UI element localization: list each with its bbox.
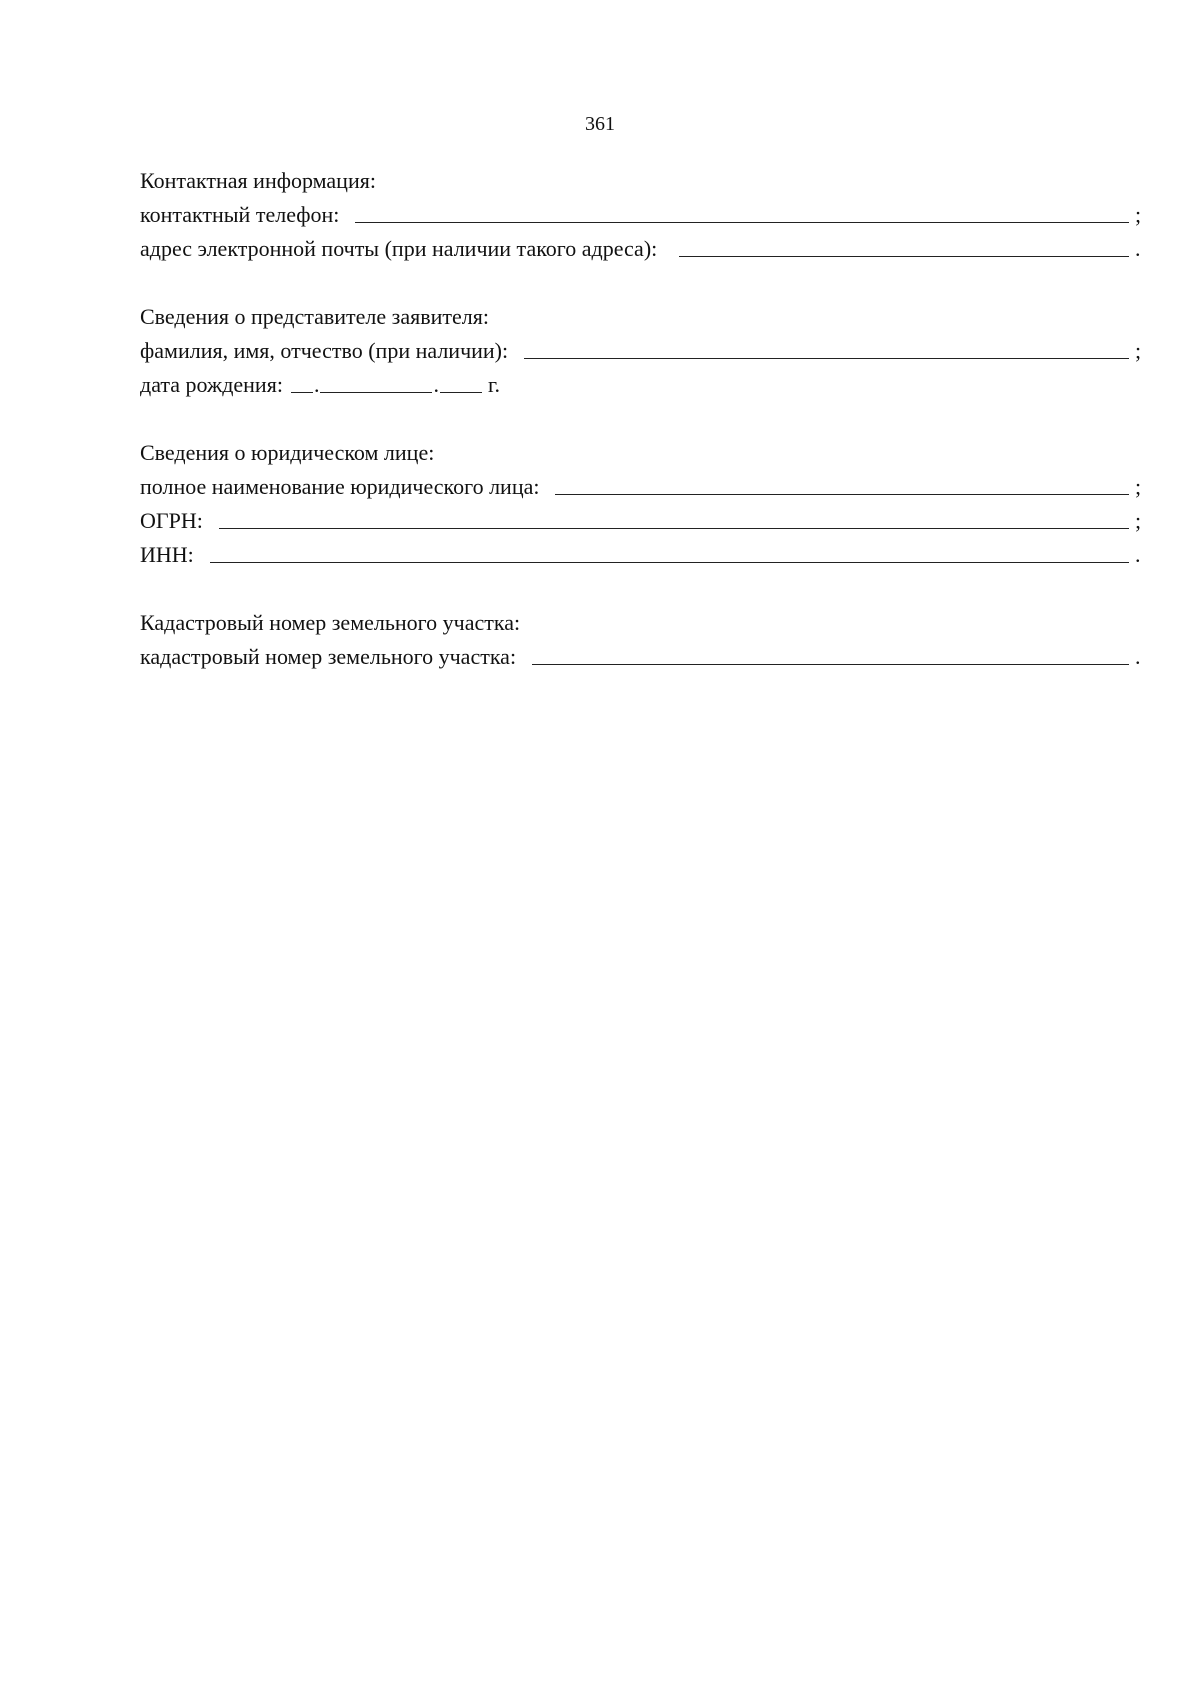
phone-end: ;	[1135, 202, 1142, 227]
inn-label: ИНН:	[140, 542, 194, 567]
birth-year-suffix: г.	[487, 372, 500, 397]
representative-name-label: фамилия, имя, отчество (при наличии):	[140, 338, 509, 363]
representative-name-row	[140, 330, 1145, 364]
email-field[interactable]	[679, 256, 1129, 257]
ogrn-field[interactable]	[219, 528, 1129, 529]
ogrn-end: ;	[1135, 508, 1142, 533]
representative-name-end: ;	[1135, 338, 1142, 363]
inn-field[interactable]	[210, 562, 1129, 563]
cadastral-heading	[140, 602, 1145, 636]
ogrn-row	[140, 500, 1145, 534]
legal-name-row	[140, 466, 1145, 500]
cadastral-number-row	[140, 636, 1145, 670]
birth-month-field[interactable]	[320, 392, 432, 393]
contact-heading	[140, 160, 1145, 194]
page-number: 361	[585, 113, 615, 135]
legal-entity-heading	[140, 432, 1145, 466]
email-end: .	[1135, 236, 1141, 261]
legal-entity-heading-text: Сведения о юридическом лице:	[140, 440, 435, 465]
email-label: адрес электронной почты (при наличии такого адреса):	[140, 236, 658, 261]
cadastral-number-field[interactable]	[532, 664, 1129, 665]
inn-row	[140, 534, 1145, 568]
legal-name-end: ;	[1135, 474, 1142, 499]
legal-name-field[interactable]	[555, 494, 1129, 495]
birth-sep-2: .	[433, 372, 439, 397]
email-row	[140, 228, 1145, 262]
contact-heading-text: Контактная информация:	[140, 168, 376, 193]
cadastral-number-end: .	[1135, 644, 1141, 669]
inn-end: .	[1135, 542, 1141, 567]
representative-name-field[interactable]	[524, 358, 1129, 359]
birth-sep-1: .	[313, 372, 320, 397]
birth-year-field[interactable]	[440, 392, 482, 393]
ogrn-label: ОГРН:	[140, 508, 203, 533]
birth-date-label: дата рождения:	[140, 372, 283, 397]
legal-name-label: полное наименование юридического лица:	[140, 474, 540, 499]
representative-heading-text: Сведения о представителе заявителя:	[140, 304, 489, 329]
phone-row	[140, 194, 1145, 228]
cadastral-heading-text: Кадастровый номер земельного участка:	[140, 610, 521, 635]
representative-heading	[140, 296, 1145, 330]
birth-day-field[interactable]	[291, 392, 313, 393]
cadastral-number-label: кадастровый номер земельного участка:	[140, 644, 517, 669]
birth-date-row	[140, 364, 1145, 398]
phone-field[interactable]	[355, 222, 1129, 223]
phone-label: контактный телефон:	[140, 202, 340, 227]
